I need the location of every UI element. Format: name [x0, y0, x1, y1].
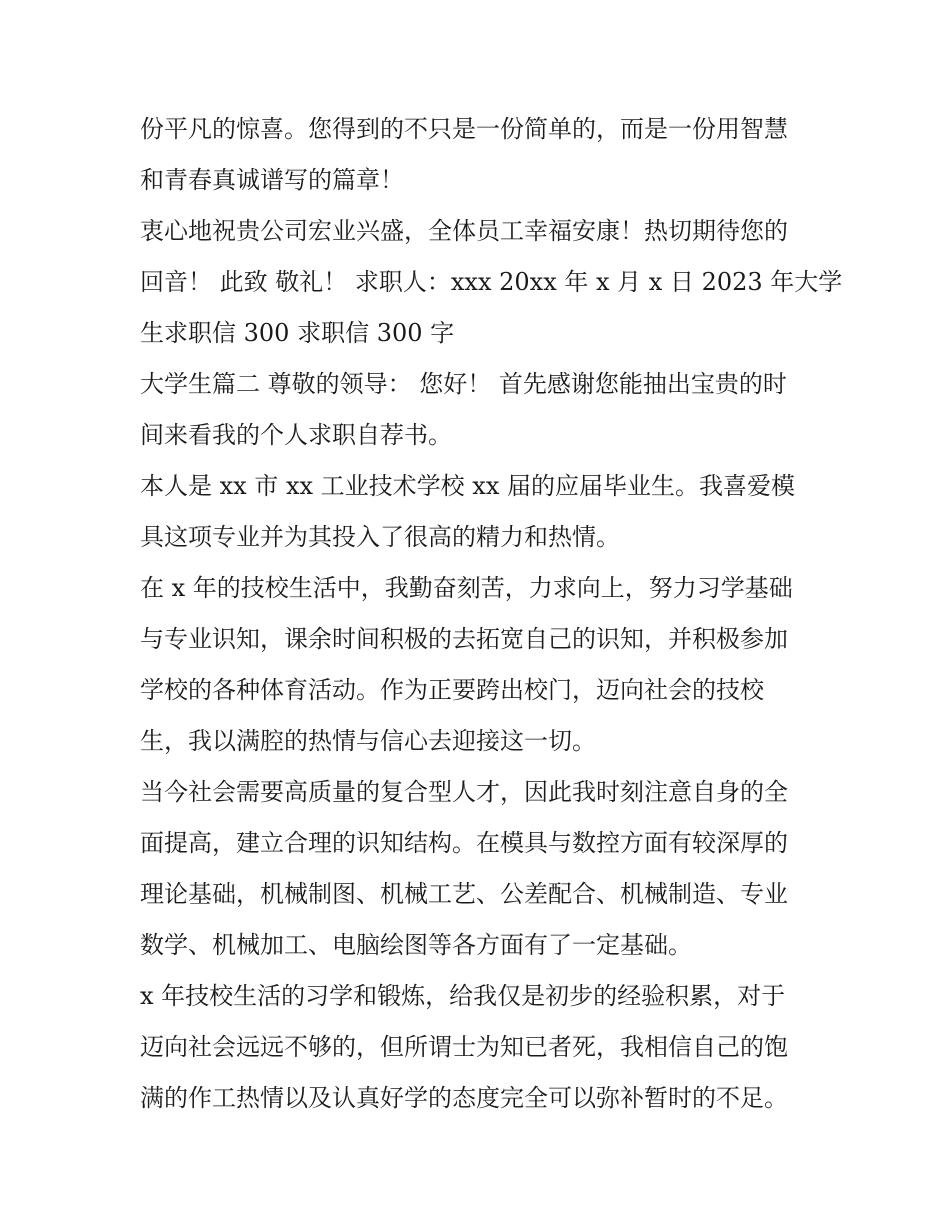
text-line: 面提高，建立合理的识知结构。在模具与数控方面有较深厚的 — [140, 829, 788, 857]
text-line: 具这项专业并为其投入了很高的精力和热情。 — [140, 523, 620, 551]
text-line: 衷心地祝贵公司宏业兴盛，全体员工幸福安康！热切期待您的 — [140, 217, 788, 245]
text-line: 间来看我的个人求职自荐书。 — [140, 421, 452, 449]
text-line: 和青春真诚谱写的篇章！ — [140, 166, 404, 194]
text-line: 份平凡的惊喜。您得到的不只是一份简单的，而是一份用智慧 — [140, 115, 788, 143]
text-line: 在 x 年的技校生活中，我勤奋刻苦，力求向上，努力习学基础 — [140, 574, 793, 602]
letter-body — [140, 104, 843, 1124]
text-line: 大学生篇二 尊敬的领导： 您好！ 首先感谢您能抽出宝贵的时 — [140, 370, 787, 398]
text-line: 理论基础，机械制图、机械工艺、公差配合、机械制造、专业 — [140, 880, 788, 908]
text-line: 本人是 xx 市 xx 工业技术学校 xx 届的应届毕业生。我喜爱模 — [140, 472, 795, 500]
text-line: 与专业识知，课余时间积极的去拓宽自己的识知，并积极参加 — [140, 625, 788, 653]
text-line: 迈向社会远远不够的，但所谓士为知已者死，我相信自己的饱 — [140, 1033, 788, 1061]
text-line: 当今社会需要高质量的复合型人才，因此我时刻注意自身的全 — [140, 778, 788, 806]
text-line: 数学、机械加工、电脑绘图等各方面有了一定基础。 — [140, 931, 692, 959]
text-line: 生，我以满腔的热情与信心去迎接这一切。 — [140, 727, 596, 755]
text-line: 生求职信 300 求职信 300 字 — [140, 319, 455, 347]
text-line: 满的作工热情以及认真好学的态度完全可以弥补暂时的不足。 — [140, 1084, 788, 1112]
text-line: x 年技校生活的习学和锻炼，给我仅是初步的经验积累，对于 — [140, 982, 786, 1010]
text-line: 学校的各种体育活动。作为正要跨出校门，迈向社会的技校 — [140, 676, 764, 704]
text-line: 回音！ 此致 敬礼！ 求职人：xxx 20xx 年 x 月 x 日 2023 年大学 — [140, 268, 843, 296]
